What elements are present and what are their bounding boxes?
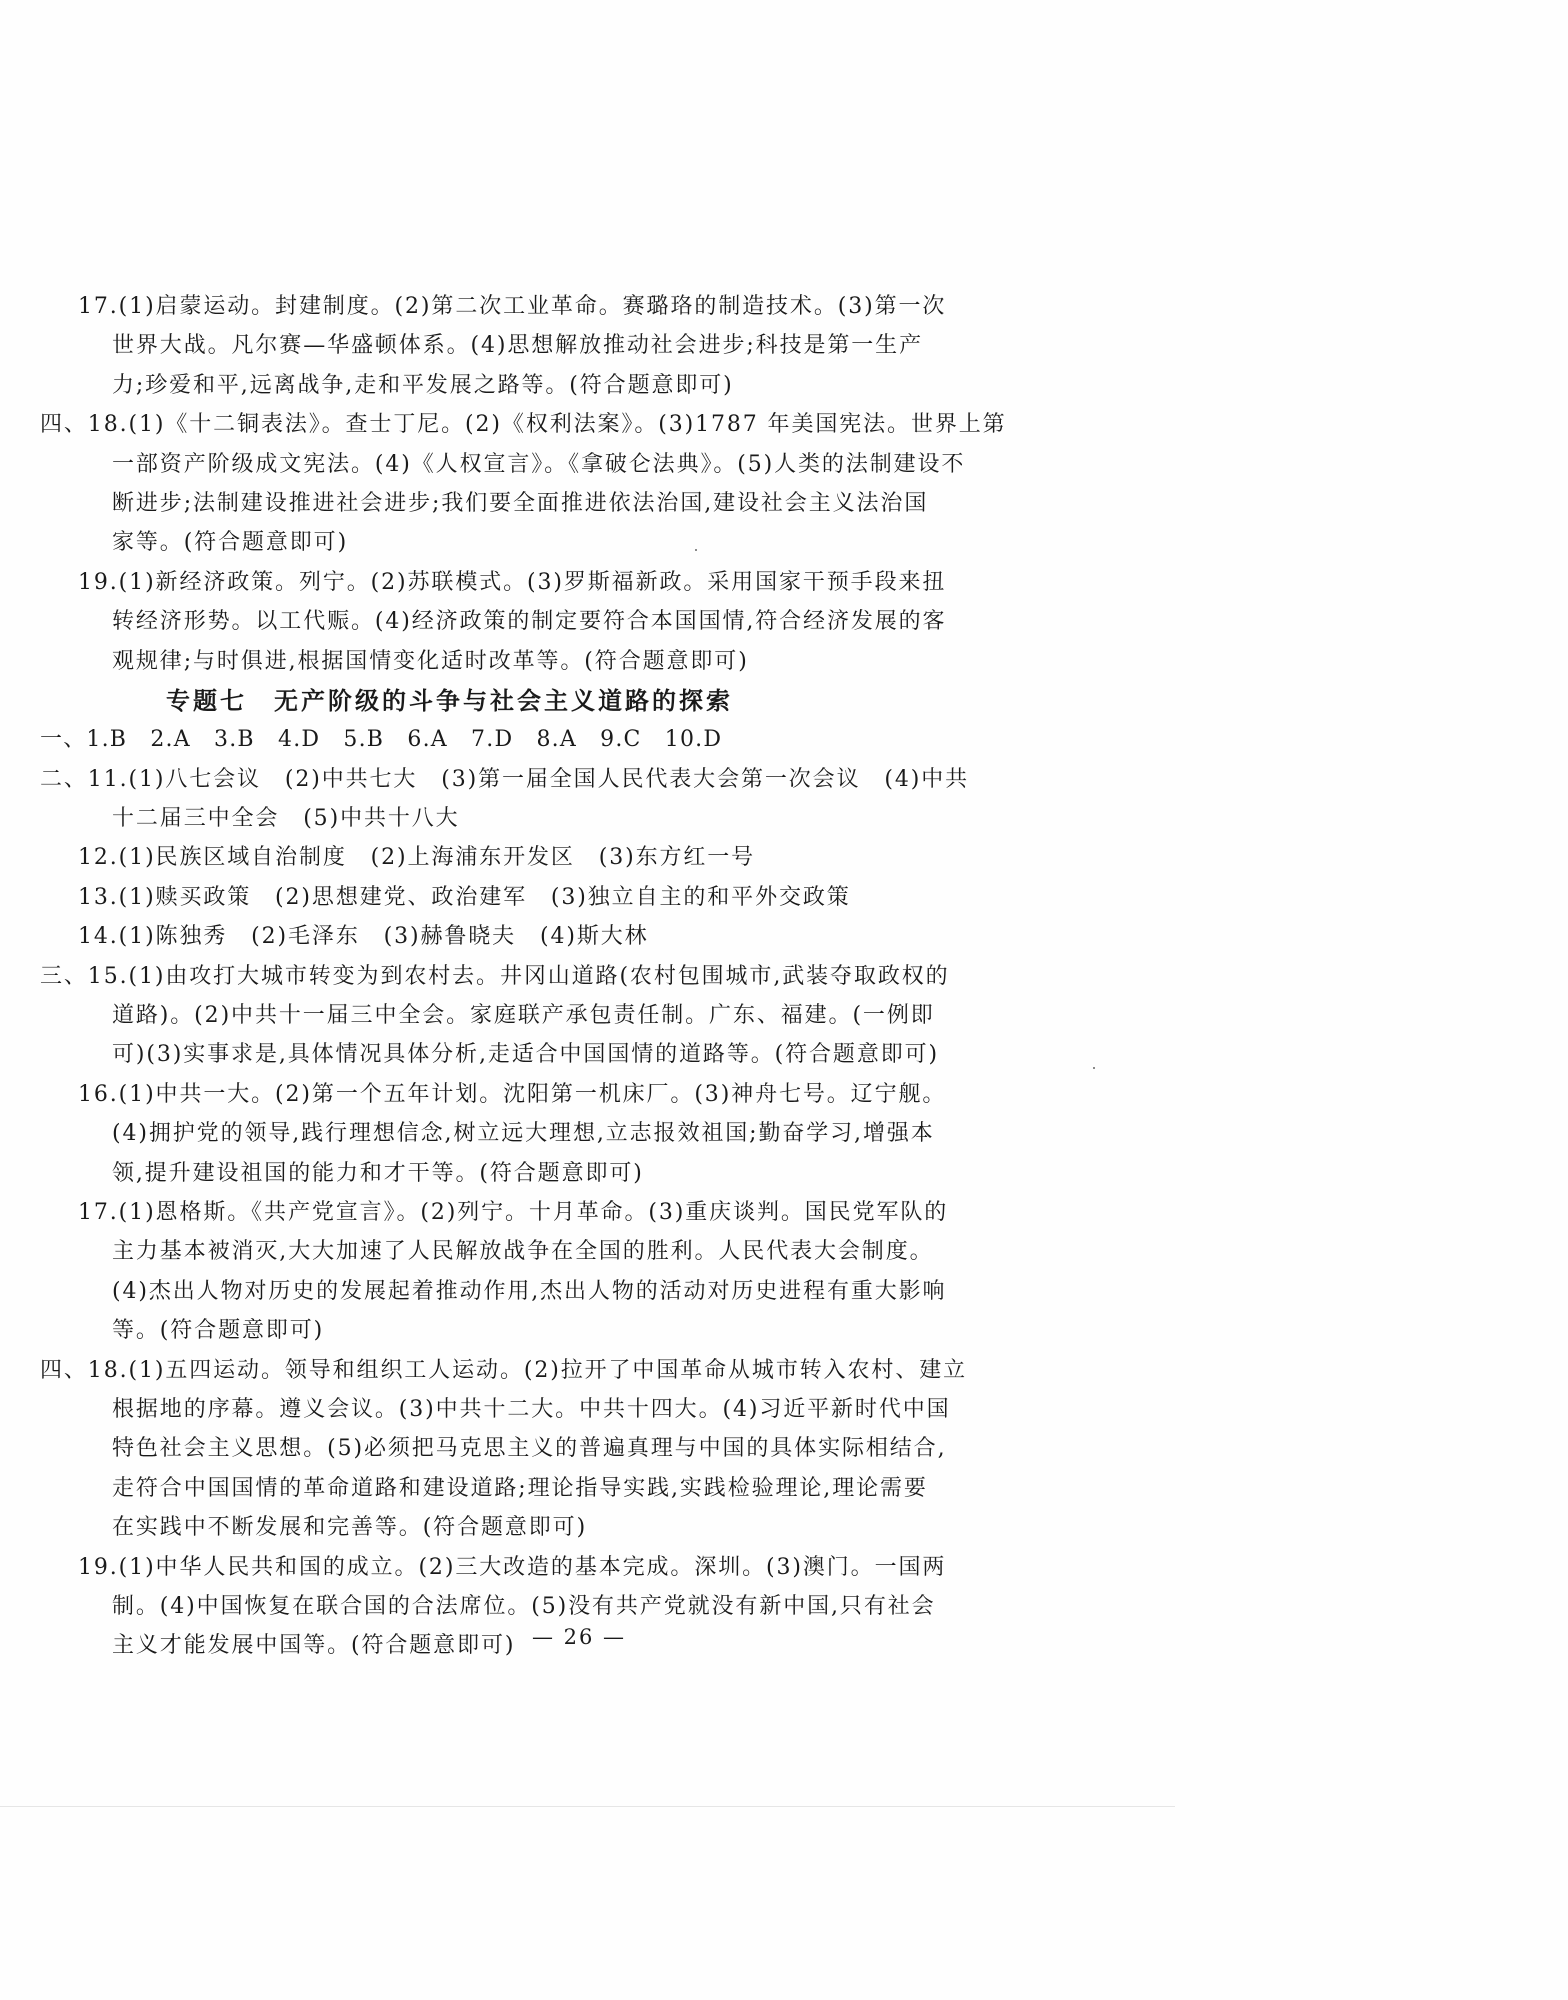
- answer-text-block: [40, 287, 1007, 1666]
- answer-continuation-line: 制。(4)中国恢复在联合国的合法席位。(5)没有共产党就没有新中国,只有社会: [112, 1593, 936, 1619]
- section-continuation-line: 特色社会主义思想。(5)必须把马克思主义的普遍真理与中国的具体实际相结合,: [112, 1436, 947, 1462]
- answer-continuation-line: 观规律;与时俱进,根据国情变化适时改革等。(符合题意即可): [112, 648, 749, 674]
- section-answer-line: 四、18.(1)五四运动。领导和组织工人运动。(2)拉开了中国革命从城市转入农村、建立: [40, 1357, 968, 1383]
- answer-continuation-line: 主力基本被消灭,大大加速了人民解放战争在全国的胜利。人民代表大会制度。: [112, 1239, 934, 1265]
- answer-item-line: 17.(1)启蒙运动。封建制度。(2)第二次工业革命。赛璐珞的制造技术。(3)第一次: [78, 294, 947, 319]
- section-continuation-line: 根据地的序幕。遵义会议。(3)中共十二大。中共十四大。(4)习近平新时代中国: [112, 1396, 951, 1422]
- section-answer-line: 四、18.(1)《十二铜表法》。查士丁尼。(2)《权利法案》。(3)1787 年美国宪法。世界上第: [40, 412, 1007, 438]
- answer-continuation-line: 力;珍爱和平,远离战争,走和平发展之路等。(符合题意即可): [112, 372, 734, 398]
- section-continuation-line: 走符合中国国情的革命道路和建设道路;理论指导实践,实践检验理论,理论需要: [112, 1475, 928, 1501]
- answer-continuation-line: 主义才能发展中国等。(符合题意即可): [112, 1633, 516, 1659]
- section-continuation-line: 断进步;法制建设推进社会进步;我们要全面推进依法治国,建设社会主义法治国: [112, 490, 929, 516]
- answer-item-line: 12.(1)民族区域自治制度 (2)上海浦东开发区 (3)东方红一号: [78, 845, 756, 871]
- section-continuation-line: 一部资产阶级成文宪法。(4)《人权宣言》。《拿破仑法典》。(5)人类的法制建设不: [112, 451, 966, 477]
- scan-speck: [1093, 1067, 1095, 1069]
- answer-continuation-line: (4)杰出人物对历史的发展起着推动作用,杰出人物的活动对历史进程有重大影响: [112, 1278, 947, 1304]
- answer-continuation-line: 领,提升建设祖国的能力和才干等。(符合题意即可): [112, 1160, 644, 1186]
- page-number: — 26 —: [531, 1625, 627, 1649]
- answer-continuation-line: (4)拥护党的领导,践行理想信念,树立远大理想,立志报效祖国;勤奋学习,增强本: [112, 1121, 935, 1147]
- section-continuation-line: 十二届三中全会 (5)中共十八大: [112, 806, 460, 832]
- answer-item-line: 19.(1)新经济政策。列宁。(2)苏联模式。(3)罗斯福新政。采用国家干预手段来扭: [78, 569, 947, 595]
- section-continuation-line: 可)(3)实事求是,具体情况具体分析,走适合中国国情的道路等。(符合题意即可): [112, 1042, 940, 1068]
- answer-continuation-line: 世界大战。凡尔赛—华盛顿体系。(4)思想解放推动社会进步;科技是第一生产: [112, 333, 923, 359]
- answer-item-line: 19.(1)中华人民共和国的成立。(2)三大改造的基本完成。深圳。(3)澳门。一国两: [78, 1554, 947, 1580]
- answer-item-line: 13.(1)赎买政策 (2)思想建党、政治建军 (3)独立自主的和平外交政策: [78, 884, 851, 910]
- answer-continuation-line: 等。(符合题意即可): [112, 1318, 325, 1344]
- multiple-choice-answers: 一、1.B 2.A 3.B 4.D 5.B 6.A 7.D 8.A 9.C 10.D: [40, 727, 723, 753]
- scan-edge-line: [0, 1806, 1175, 1807]
- answer-continuation-line: 转经济形势。以工代赈。(4)经济政策的制定要符合本国国情,符合经济发展的客: [112, 609, 947, 635]
- section-continuation-line: 在实践中不断发展和完善等。(符合题意即可): [112, 1515, 588, 1541]
- topic-heading: 专题七 无产阶级的斗争与社会主义道路的探索: [166, 685, 733, 715]
- answer-item-line: 17.(1)恩格斯。《共产党宣言》。(2)列宁。十月革命。(3)重庆谈判。国民党军队的: [78, 1199, 949, 1225]
- scan-speck: [695, 549, 697, 551]
- answer-item-line: 14.(1)陈独秀 (2)毛泽东 (3)赫鲁晓夫 (4)斯大林: [78, 924, 649, 950]
- section-continuation-line: 家等。(符合题意即可): [112, 530, 349, 556]
- section-answer-line: 三、15.(1)由攻打大城市转变为到农村去。井冈山道路(农村包围城市,武装夺取政权的: [40, 963, 950, 989]
- section-answer-line: 二、11.(1)八七会议 (2)中共七大 (3)第一届全国人民代表大会第一次会议 (4)中共: [40, 766, 970, 792]
- section-continuation-line: 道路)。(2)中共十一届三中全会。家庭联产承包责任制。广东、福建。(一例即: [112, 1003, 935, 1029]
- answer-item-line: 16.(1)中共一大。(2)第一个五年计划。沈阳第一机床厂。(3)神舟七号。辽宁舰。: [78, 1081, 947, 1107]
